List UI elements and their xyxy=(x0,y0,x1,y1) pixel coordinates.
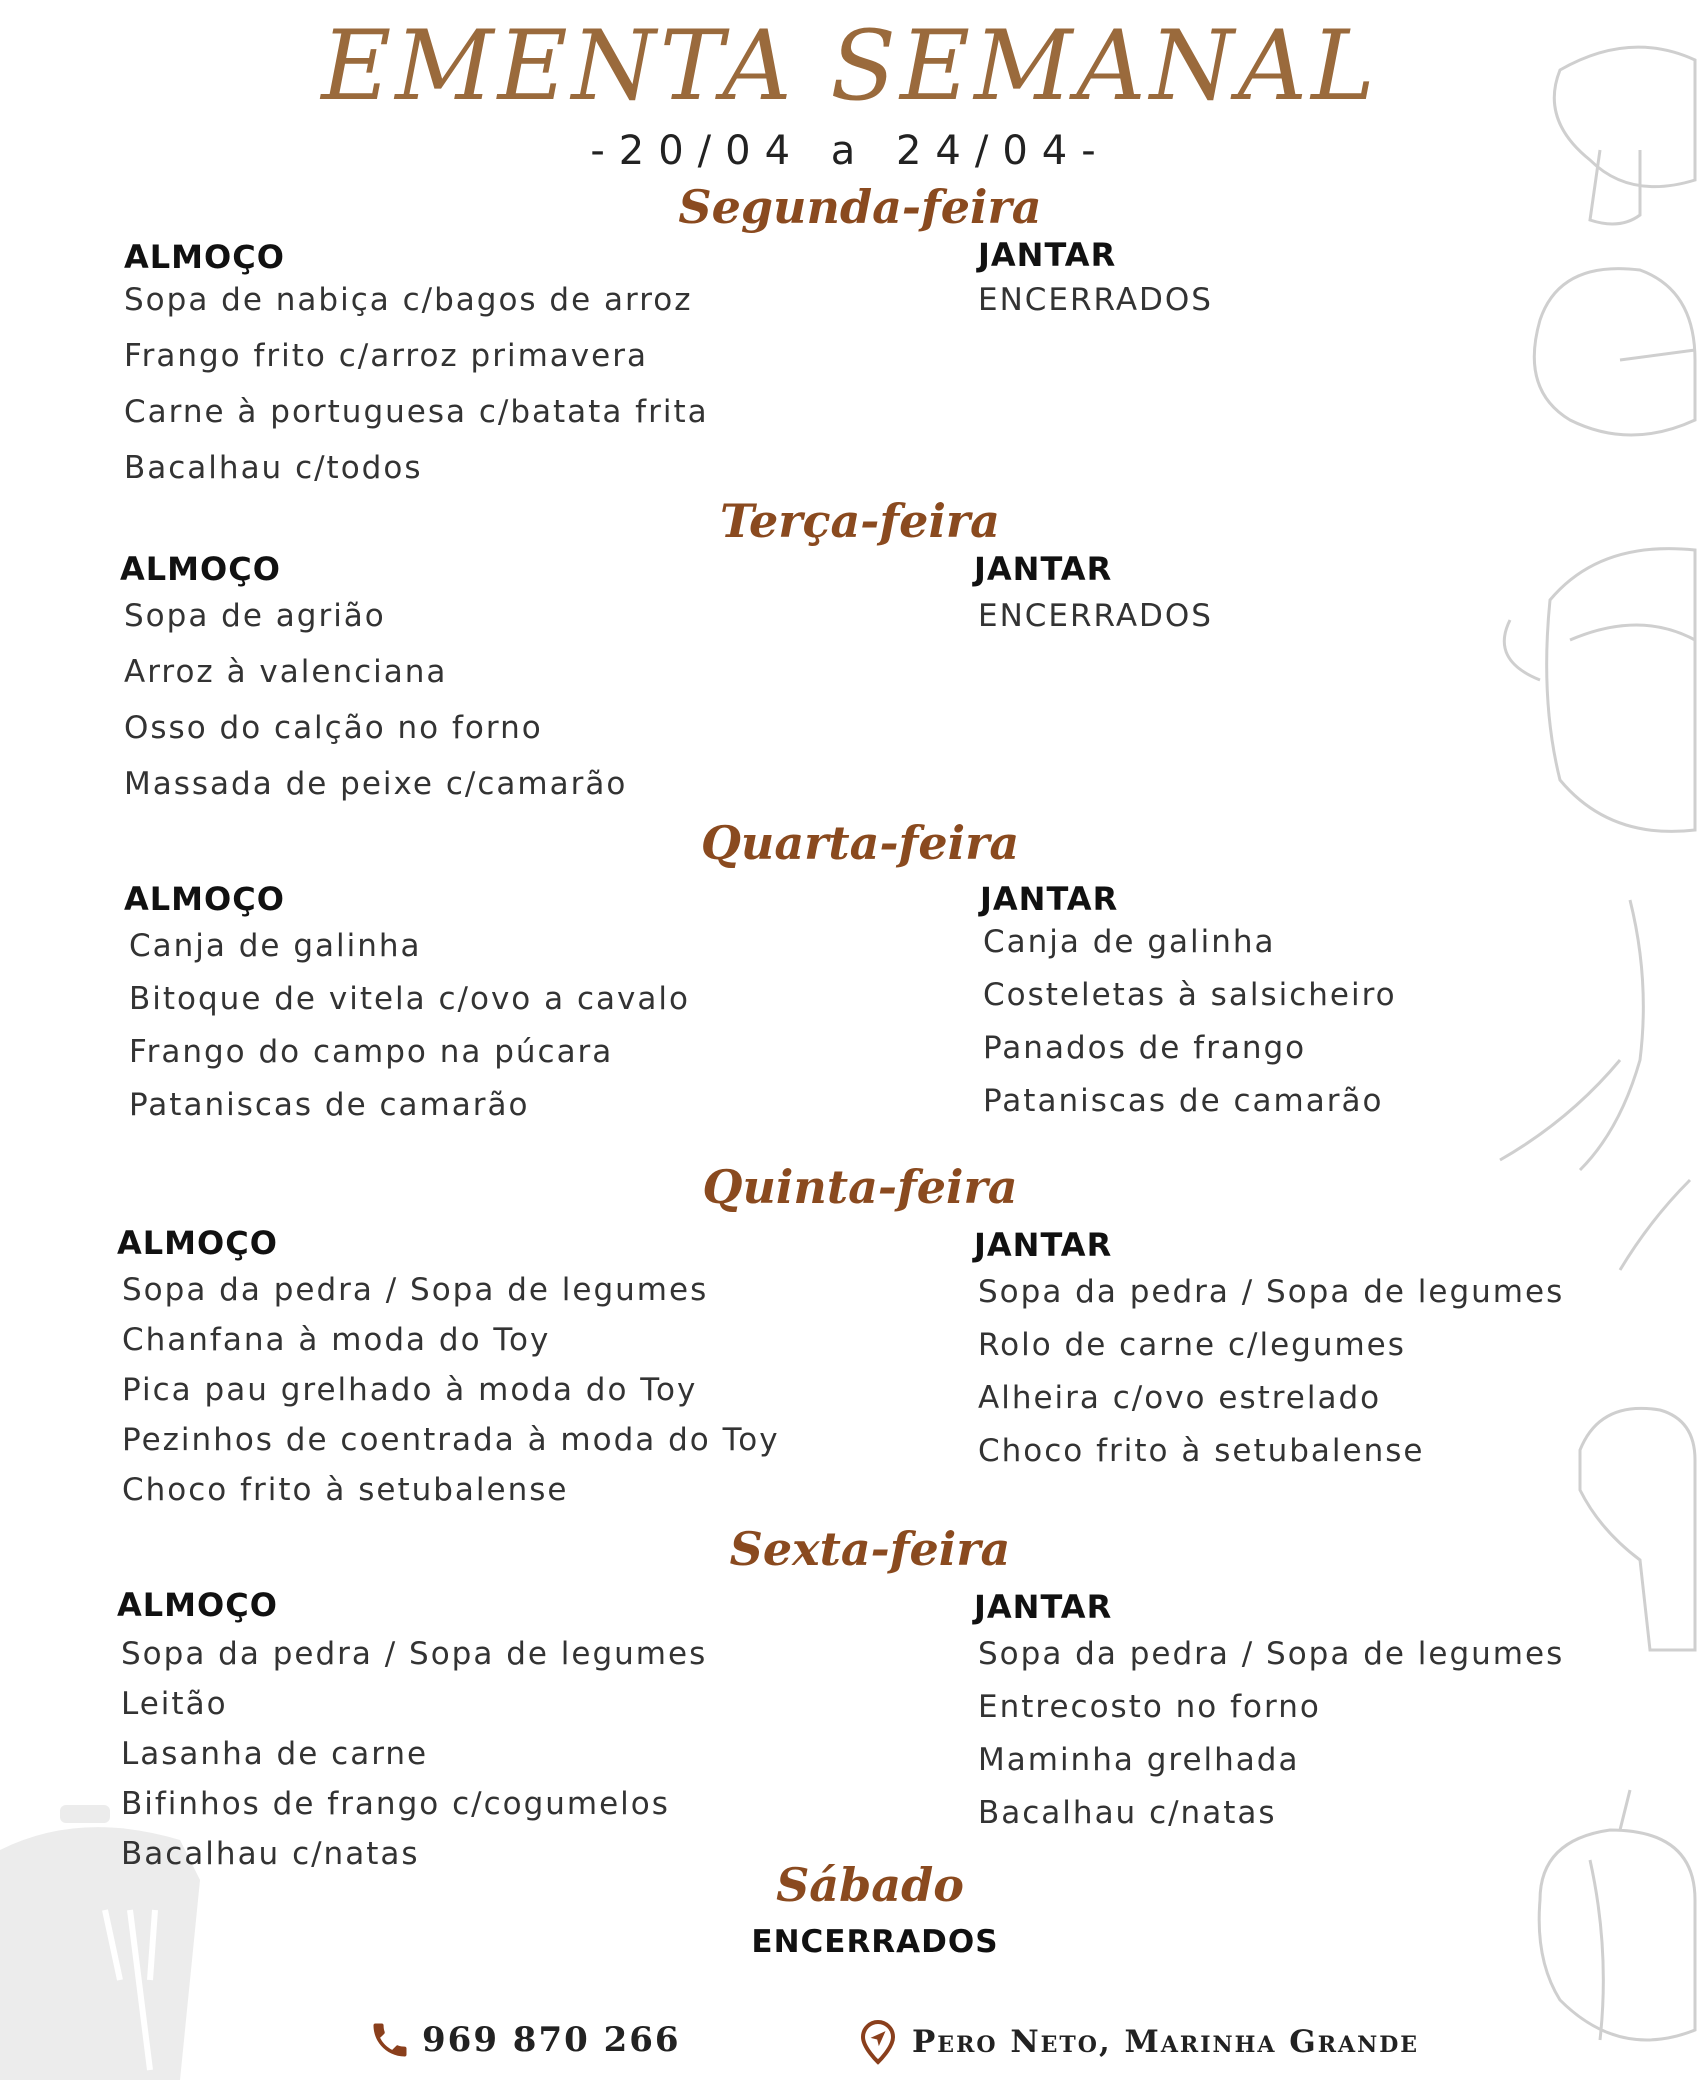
menu-item: Sopa da pedra / Sopa de legumes xyxy=(121,1636,708,1672)
week-dates: -20/04 a 24/04- xyxy=(590,128,1110,174)
menu-item: Sopa da pedra / Sopa de legumes xyxy=(978,1274,1565,1310)
menu-item: Lasanha de carne xyxy=(121,1736,429,1772)
wednesday-dinner xyxy=(980,880,1397,1119)
menu-item: Rolo de carne c/legumes xyxy=(978,1327,1406,1363)
address: Pero Neto, Marinha Grande xyxy=(912,2024,1420,2060)
mushroom-illustration xyxy=(1534,269,1695,435)
menu-item: Sopa de nabiça c/bagos de arroz xyxy=(124,282,693,318)
menu-item: Pica pau grelhado à moda do Toy xyxy=(122,1372,698,1408)
menu-item: Canja de galinha xyxy=(129,928,422,964)
phone-icon xyxy=(368,2018,412,2062)
monday-lunch xyxy=(124,238,709,486)
friday-dinner xyxy=(974,1588,1564,1831)
lunch-heading: ALMOÇO xyxy=(117,1224,278,1262)
menu-item: Canja de galinha xyxy=(983,924,1276,960)
soup-pot-illustration xyxy=(1504,549,1695,832)
menu-item: Pataniscas de camarão xyxy=(129,1087,530,1123)
menu-item: Arroz à valenciana xyxy=(124,654,448,690)
lunch-heading: ALMOÇO xyxy=(124,880,285,918)
menu-item: Costeletas à salsicheiro xyxy=(983,977,1397,1013)
dinner-heading: JANTAR xyxy=(974,1588,1113,1626)
tuesday-lunch xyxy=(120,550,627,802)
menu-item: Panados de frango xyxy=(983,1030,1307,1066)
day-heading-saturday: Sábado xyxy=(776,1858,964,1912)
saturday-closed: ENCERRADOS xyxy=(751,1924,999,1960)
day-heading-monday: Segunda-feira xyxy=(678,180,1042,234)
menu-item: Pataniscas de camarão xyxy=(983,1083,1384,1119)
pepper-illustration xyxy=(1500,900,1690,1270)
tuesday-dinner xyxy=(974,550,1213,634)
phone-contact[interactable] xyxy=(368,2018,681,2062)
menu-item: Leitão xyxy=(121,1686,228,1722)
monday-dinner xyxy=(978,236,1213,318)
menu-item: Choco frito à setubalense xyxy=(978,1433,1425,1469)
day-heading-wednesday: Quarta-feira xyxy=(700,816,1020,870)
thursday-lunch xyxy=(117,1224,780,1508)
address-contact xyxy=(858,2018,1419,2066)
menu-item: Choco frito à setubalense xyxy=(122,1472,569,1508)
day-heading-tuesday: Terça-feira xyxy=(720,494,1000,548)
dinner-heading: JANTAR xyxy=(974,1226,1113,1264)
menu-item: Sopa da pedra / Sopa de legumes xyxy=(978,1636,1565,1672)
menu-item: Bitoque de vitela c/ovo a cavalo xyxy=(129,981,690,1017)
phone-number[interactable]: 969 870 266 xyxy=(422,2020,681,2060)
dinner-heading: JANTAR xyxy=(978,236,1117,274)
menu-item: Sopa de agrião xyxy=(124,598,386,634)
menu-item: Sopa da pedra / Sopa de legumes xyxy=(122,1272,709,1308)
day-heading-thursday: Quinta-feira xyxy=(702,1160,1018,1214)
menu-item: Carne à portuguesa c/batata frita xyxy=(124,394,709,430)
menu-item: Maminha grelhada xyxy=(978,1742,1300,1778)
dinner-heading: JANTAR xyxy=(980,880,1119,918)
menu-item: Frango do campo na púcara xyxy=(129,1034,614,1070)
lunch-heading: ALMOÇO xyxy=(124,238,285,276)
day-heading-friday: Sexta-feira xyxy=(729,1522,1011,1576)
location-pin-icon xyxy=(858,2018,898,2066)
menu-item: Pezinhos de coentrada à moda do Toy xyxy=(122,1422,780,1458)
lunch-heading: ALMOÇO xyxy=(120,550,281,588)
menu-item: Osso do calção no forno xyxy=(124,710,543,746)
friday-lunch xyxy=(117,1586,707,1872)
menu-item: Chanfana à moda do Toy xyxy=(122,1322,551,1358)
dinner-heading: JANTAR xyxy=(974,550,1113,588)
menu-item: Bacalhau c/todos xyxy=(124,450,423,486)
menu-title: EMENTA SEMANAL xyxy=(321,10,1379,122)
menu-item: Bacalhau c/natas xyxy=(978,1795,1277,1831)
menu-item: Alheira c/ovo estrelado xyxy=(978,1380,1382,1416)
menu-item: Frango frito c/arroz primavera xyxy=(124,338,648,374)
menu-item: Bacalhau c/natas xyxy=(121,1836,420,1872)
menu-item: ENCERRADOS xyxy=(978,598,1213,634)
menu-item: ENCERRADOS xyxy=(978,282,1213,318)
menu-item: Entrecosto no forno xyxy=(978,1689,1321,1725)
menu-item: Bifinhos de frango c/cogumelos xyxy=(121,1786,670,1822)
wednesday-lunch xyxy=(124,880,690,1123)
lunch-heading: ALMOÇO xyxy=(117,1586,278,1624)
thursday-dinner xyxy=(974,1226,1564,1469)
menu-item: Massada de peixe c/camarão xyxy=(124,766,628,802)
